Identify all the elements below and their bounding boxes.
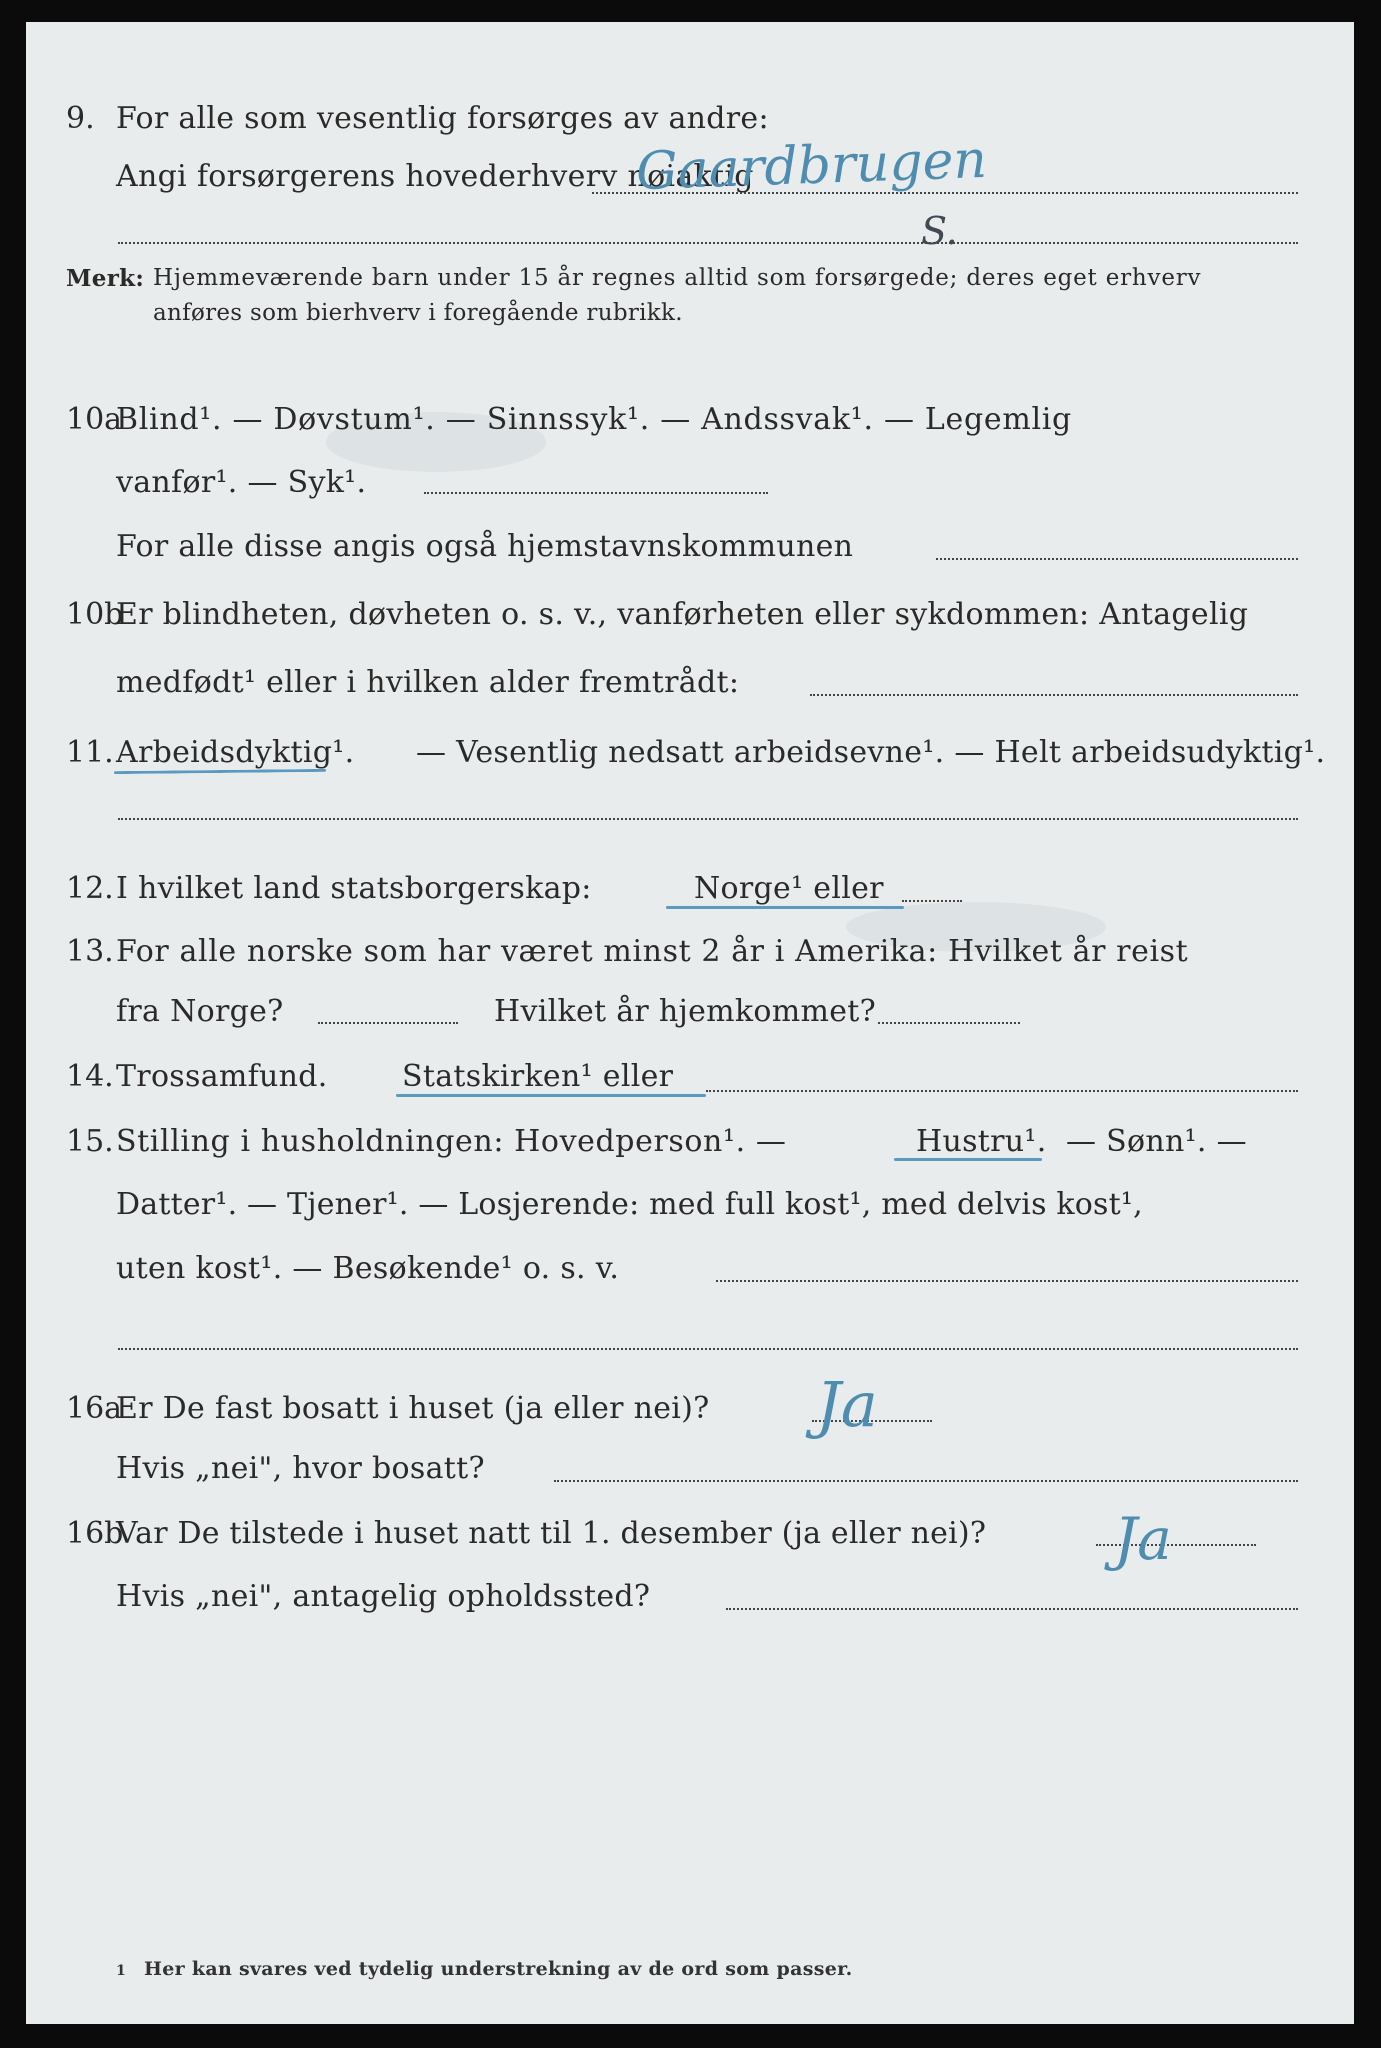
census-form-page xyxy=(26,22,1354,2024)
q11-number: 11. xyxy=(66,735,114,770)
q10a-line3: For alle disse angis også hjemstavnskommunen xyxy=(116,529,854,564)
q10b-answer-line xyxy=(810,694,1298,696)
q16a-line1: Er De fast bosatt i huset (ja eller nei)? xyxy=(116,1391,710,1426)
q11-other-options: — Vesentlig nedsatt arbeidsevne¹. — Helt arbeidsudyktig¹. xyxy=(416,735,1326,770)
q15-line1a: Stilling i husholdningen: Hovedperson¹. — xyxy=(116,1124,787,1159)
q16a-number: 16a xyxy=(66,1391,123,1426)
merk-label: Merk: xyxy=(66,265,145,292)
q10a-line1: Blind¹. — Døvstum¹. — Sinnssyk¹. — Andssvak¹. — Legemlig xyxy=(116,402,1072,437)
q14-answer-line xyxy=(706,1090,1298,1092)
q12-option-norge: Norge¹ eller xyxy=(694,871,884,906)
q13-number: 13. xyxy=(66,934,114,969)
q16a-line2: Hvis „nei", hvor bosatt? xyxy=(116,1451,485,1486)
q15-line1c: — Sønn¹. — xyxy=(1066,1124,1247,1159)
q13-line1: For alle norske som har været minst 2 år i Amerika: Hvilket år reist xyxy=(116,934,1189,969)
q11-blank-line xyxy=(118,818,1298,820)
q9-number: 9. xyxy=(66,101,95,136)
footnote-text: Her kan svares ved tydelig understrekning av de ord som passer. xyxy=(144,1958,853,1980)
q9-line2: Angi forsørgerens hovederhverv nøiaktig xyxy=(116,159,754,194)
q15-number: 15. xyxy=(66,1124,114,1159)
q10b-line1: Er blindheten, døvheten o. s. v., vanførheten eller sykdommen: Antagelig xyxy=(116,597,1249,632)
q15-blank-line xyxy=(118,1348,1298,1350)
q16b-opholdssted-line xyxy=(726,1608,1298,1610)
q14-number: 14. xyxy=(66,1059,114,1094)
q14-option-statskirken: Statskirken¹ eller xyxy=(402,1059,674,1094)
q9-answer: Gaardbrugen xyxy=(635,129,988,203)
q10a-home-line xyxy=(936,558,1298,560)
q10a-answer-line xyxy=(424,492,768,494)
q9-answer-extra: S. xyxy=(921,209,958,253)
q12-question: I hvilket land statsborgerskap: xyxy=(116,871,592,906)
q10b-line2: medfødt¹ eller i hvilken alder fremtrådt: xyxy=(116,665,740,700)
footnote-mark: 1 xyxy=(116,1963,127,1979)
q16b-answer: Ja xyxy=(1114,1505,1172,1573)
q12-handwritten-underline xyxy=(666,906,904,909)
q10a-line2: vanfør¹. — Syk¹. xyxy=(116,465,367,500)
q15-line3: uten kost¹. — Besøkende¹ o. s. v. xyxy=(116,1251,620,1286)
q16a-answer: Ja xyxy=(816,1368,878,1441)
q13-line2a: fra Norge? xyxy=(116,994,284,1029)
q16b-number: 16b xyxy=(66,1516,124,1551)
merk-line2: anføres som bierhverv i foregående rubrikk. xyxy=(153,300,683,326)
q16b-line1: Var De tilstede i huset natt til 1. desember (ja eller nei)? xyxy=(116,1516,987,1551)
q15-line2: Datter¹. — Tjener¹. — Losjerende: med full kost¹, med delvis kost¹, xyxy=(116,1187,1143,1222)
q10a-number: 10a xyxy=(66,402,123,437)
merk-line1: Hjemmeværende barn under 15 år regnes alltid som forsørgede; deres eget erhverv xyxy=(153,265,1202,291)
q11-option-arbeidsdyktig: Arbeidsdyktig¹. xyxy=(116,735,355,770)
q13-line2b: Hvilket år hjemkommet? xyxy=(494,994,877,1029)
q15-handwritten-underline xyxy=(894,1158,1042,1161)
q9-line1: For alle som vesentlig forsørges av andre: xyxy=(116,101,769,136)
q15-answer-line xyxy=(716,1280,1298,1282)
q13-reist-line xyxy=(318,1022,458,1024)
q12-answer-line xyxy=(902,900,962,902)
q14-handwritten-underline xyxy=(396,1094,706,1097)
q16a-bosatt-line xyxy=(554,1480,1298,1482)
q9-blank-line xyxy=(118,242,1298,244)
q15-option-hustru: Hustru¹. xyxy=(916,1124,1047,1159)
q14-question: Trossamfund. xyxy=(116,1059,328,1094)
q16b-line2: Hvis „nei", antagelig opholdssted? xyxy=(116,1579,651,1614)
q10b-number: 10b xyxy=(66,597,124,632)
q13-hjemkommet-line xyxy=(878,1022,1020,1024)
q12-number: 12. xyxy=(66,871,114,906)
